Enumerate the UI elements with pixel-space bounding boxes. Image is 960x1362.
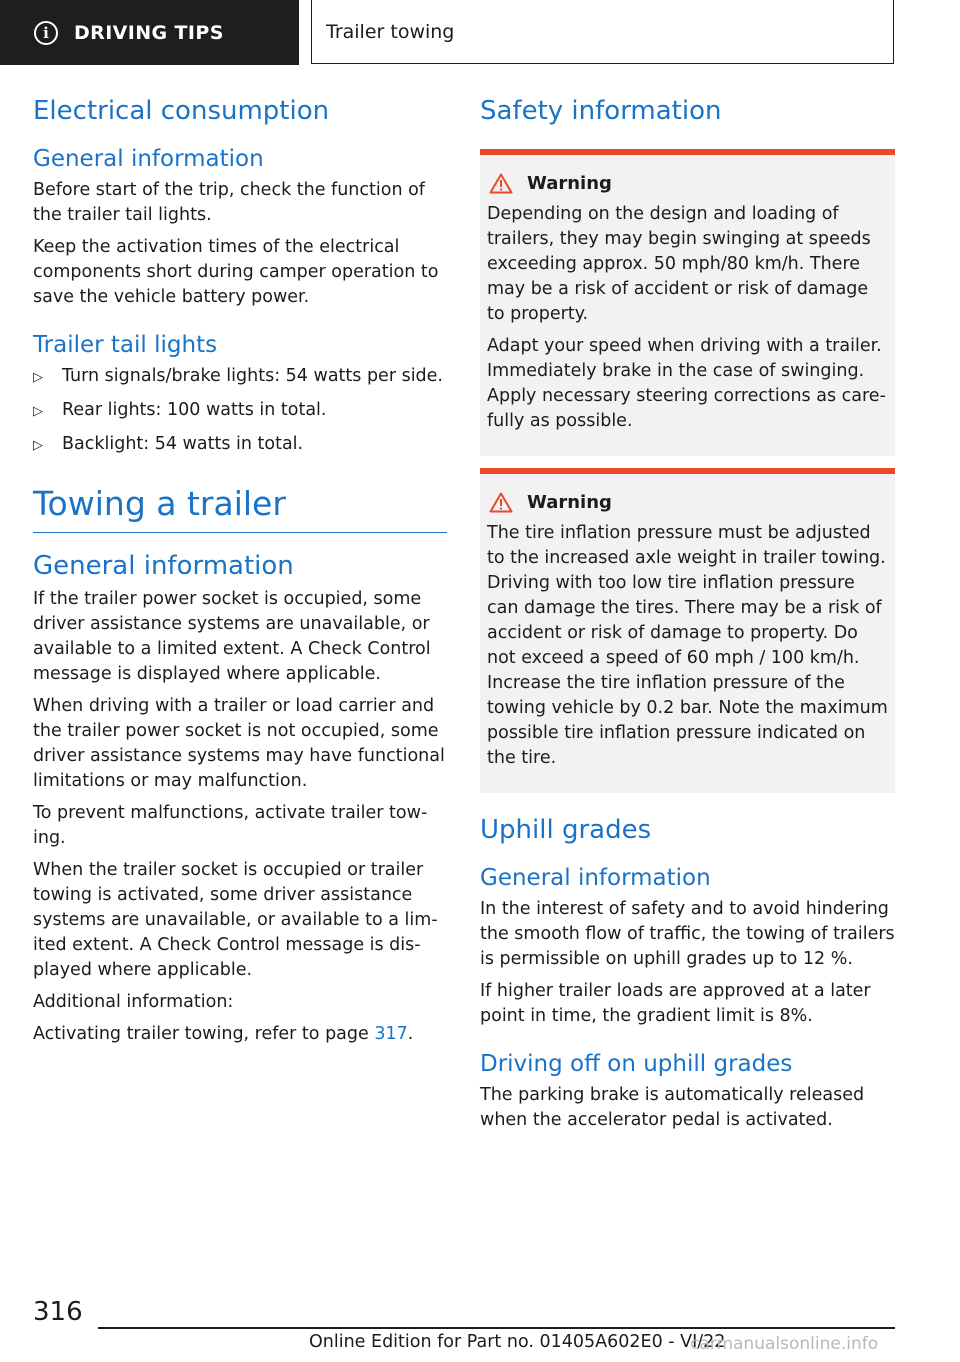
towing-paragraph-5: Additional information:: [33, 992, 234, 1012]
towing-paragraph-3: To prevent malfunctions, activate trailer towing.: [33, 803, 428, 848]
towing-reference: Activating trailer towing, refer to page 317.: [33, 1024, 414, 1044]
uphill-paragraph-1: In the interest of safety and to avoid hindering the smooth flow of traffic, the towing of trailers is permissible on uphill grades up to 12 %.: [480, 899, 895, 969]
driving-off-paragraph: The parking brake is automatically released when the accelerator pedal is activated.: [480, 1085, 865, 1130]
list-item: ▷ Rear lights: 100 watts in total.: [33, 398, 447, 424]
watermark: carmanualsonline.info: [690, 1334, 879, 1354]
list-item: ▷ Backlight: 54 watts in total.: [33, 432, 447, 458]
electrical-general-heading: General information: [33, 146, 264, 172]
warning-triangle-icon: [489, 492, 513, 513]
electrical-consumption-heading: Electrical consumption: [33, 96, 330, 126]
tail-lights-heading: Trailer tail lights: [33, 332, 218, 358]
towing-general-heading: General information: [33, 551, 294, 581]
towing-paragraph-2: When driving with a trailer or load carrier and the trailer power socket is not occupied, some driver assistance systems may have functional limitations or may malfunction.: [33, 696, 445, 791]
electrical-paragraph-1: Before start of the trip, check the function of the trailer tail lights.: [33, 180, 425, 225]
tail-lights-list: [33, 364, 447, 458]
uphill-general-heading: General information: [480, 865, 711, 891]
warning-box-1: [480, 149, 895, 456]
triangle-bullet-icon: ▷: [33, 438, 43, 453]
footer-divider: [98, 1327, 895, 1329]
triangle-bullet-icon: ▷: [33, 370, 43, 385]
electrical-paragraph-2: Keep the activation times of the electrical components short during camper operation to save the vehicle battery power.: [33, 237, 439, 307]
safety-information-heading: Safety information: [480, 96, 722, 126]
page-number: 316: [33, 1297, 83, 1327]
warning-label: Warning: [527, 173, 612, 194]
list-item: ▷ Turn signals/brake lights: 54 watts per side.: [33, 364, 447, 390]
uphill-paragraph-2: If higher trailer loads are approved at a later point in time, the gradient limit is 8%.: [480, 981, 871, 1026]
section-tab: [0, 0, 299, 65]
driving-off-heading: Driving off on uphill grades: [480, 1051, 793, 1077]
warning-triangle-icon: [489, 173, 513, 194]
warning-2-paragraph-1: The tire inflation pressure must be adjusted to the increased axle weight in trailer towing. Driving with too low tire inflation pressure can damage the tires. There may be a risk of accident or risk of damage to property. Do not exceed a speed of 60 mph / 100 km/h. Increase the tire inflation pressure of the towing vehicle by 0.2 bar. Note the maximum possible tire inflation pressure indicated on the tire.: [487, 523, 888, 768]
section-label: DRIVING TIPS: [74, 21, 224, 44]
towing-a-trailer-heading: Towing a trailer: [33, 484, 286, 523]
heading-divider: [33, 532, 447, 533]
right-column: [480, 96, 895, 1133]
towing-paragraph-1: If the trailer power socket is occupied, some driver assistance systems are unavailable, or available to a limited extent. A Check Control message is displayed where applicable.: [33, 589, 431, 684]
warning-box-2: [480, 468, 895, 793]
towing-paragraph-4: When the trailer socket is occupied or trailer towing is activated, some driver assistance systems are unavailable, or available to a limited extent. A Check Control message is displayed where applicable.: [33, 860, 438, 980]
page-topic-title: Trailer towing: [311, 0, 894, 64]
edition-footer: Online Edition for Part no. 01405A602E0 - VI/22: [309, 1332, 726, 1352]
warning-1-paragraph-2: Adapt your speed when driving with a trailer. Immediately brake in the case of swinging. Apply necessary steering corrections as carefully as possible.: [487, 336, 886, 431]
page-link-317[interactable]: 317: [374, 1024, 408, 1044]
warning-1-paragraph-1: Depending on the design and loading of trailers, they may begin swinging at speeds exceeding approx. 50 mph/80 km/h. There may be a risk of accident or risk of damage to property.: [487, 204, 871, 324]
info-icon: i: [34, 21, 58, 45]
triangle-bullet-icon: ▷: [33, 404, 43, 419]
left-column: [33, 96, 447, 1047]
warning-label: Warning: [527, 492, 612, 513]
uphill-grades-heading: Uphill grades: [480, 815, 652, 845]
